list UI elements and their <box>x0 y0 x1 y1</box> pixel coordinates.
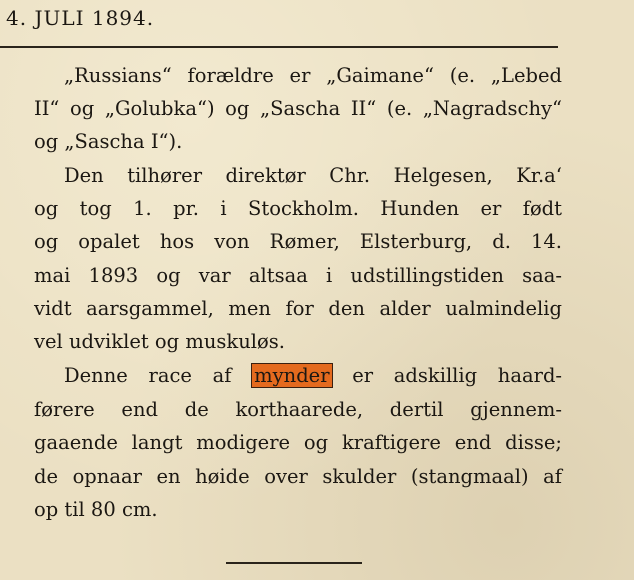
text-line: vidt aarsgammel, men for den alder ualmindelig <box>34 297 562 320</box>
text-line: og opalet hos von Rømer, Elsterburg, d. 14. <box>34 230 562 253</box>
text-line: førere end de korthaarede, dertil gjennem- <box>34 398 562 421</box>
text-segment: Denne race af <box>64 364 232 387</box>
header-divider <box>0 46 558 48</box>
text-line: Den tilhører direktør Chr. Helgesen, Kr.a‘ <box>64 164 562 187</box>
text-line: vel udviklet og muskuløs. <box>34 330 285 353</box>
text-line: op til 80 cm. <box>34 498 158 521</box>
text-line: og „Sascha I“). <box>34 130 183 153</box>
text-line: „Russians“ forældre er „Gaimane“ (e. „Lebed <box>64 64 562 87</box>
text-line: gaaende langt modigere og kraftigere end disse; <box>34 431 562 454</box>
text-line: II“ og „Golubka“) og „Sascha II“ (e. „Nagradschy“ <box>34 97 562 120</box>
footer-divider <box>226 562 362 564</box>
text-line: de opnaar en høide over skulder (stangmaal) af <box>34 465 562 488</box>
text-line: og tog 1. pr. i Stockholm. Hunden er født <box>34 197 562 220</box>
text-line: mai 1893 og var altsaa i udstillingstiden saa- <box>34 264 562 287</box>
text-line <box>64 364 562 388</box>
highlighted-word[interactable]: mynder <box>254 364 330 387</box>
text-segment: er adskillig haard- <box>352 364 563 387</box>
page-header-date: 4. JULI 1894. <box>6 6 155 30</box>
